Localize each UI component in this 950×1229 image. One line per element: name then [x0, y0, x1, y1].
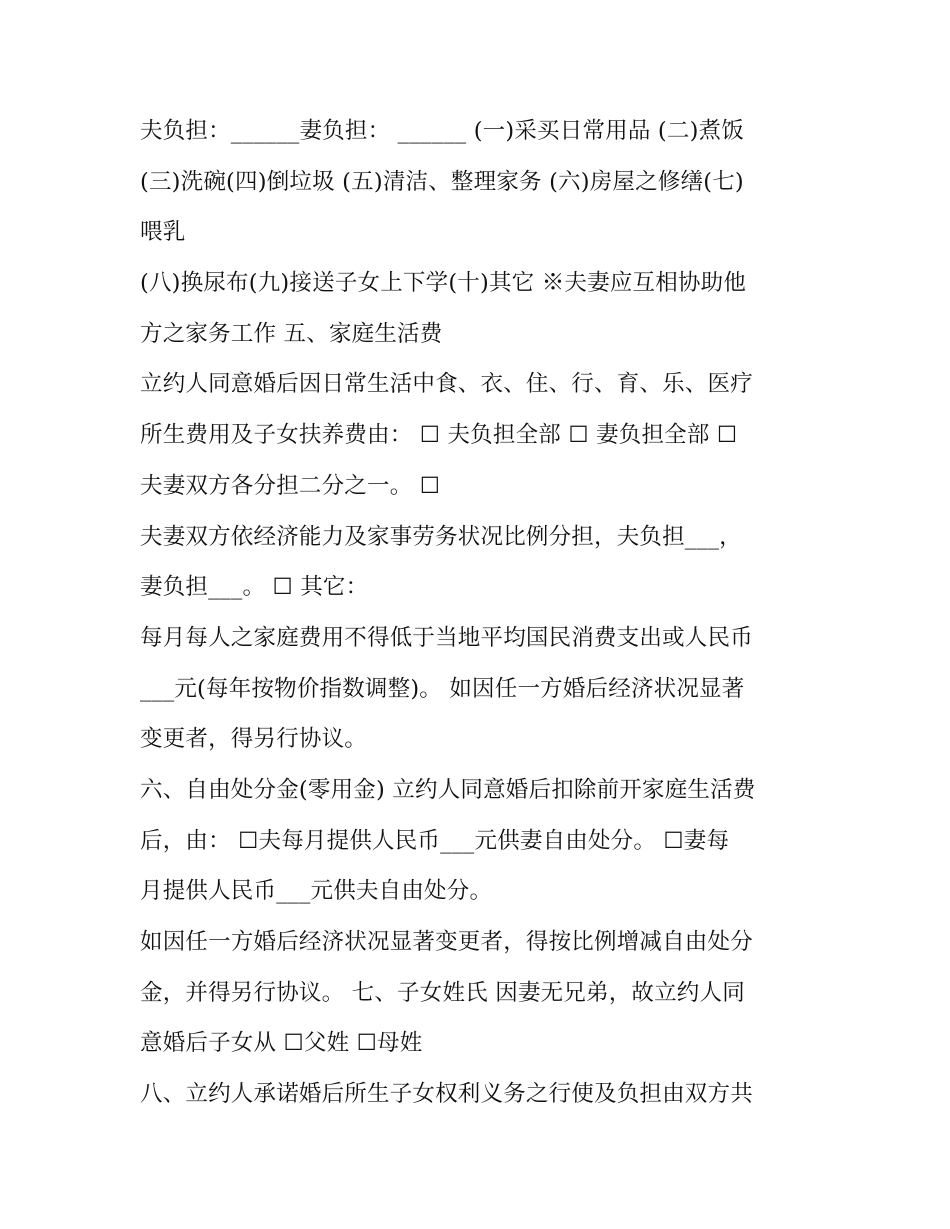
text-line: 金，并得另行协议。 七、子女姓氏 因妻无兄弟，故立约人同 — [140, 979, 745, 1006]
text-line: ___元(每年按物价指数调整)。 如因任一方婚后经济状况显著 — [140, 675, 745, 702]
text-line: 夫负担：______妻负担： ______ (一)采买日常用品 (二)煮饭 — [140, 118, 744, 144]
text-line: 变更者，得另行协议。 — [140, 726, 368, 753]
text-line: 夫妻双方各分担二分之一。 ☐ — [140, 472, 441, 499]
text-line: 方之家务工作 五、家庭生活费 — [140, 320, 443, 347]
text-line: 妻负担___。 ☐ 其它： — [140, 574, 369, 601]
text-line: 月提供人民币___元供夫自由处分。 — [140, 878, 493, 905]
text-line: 所生费用及子女扶养费由： ☐ 夫负担全部 ☐ 妻负担全部 ☐ — [140, 422, 738, 449]
text-line: 喂乳 — [140, 219, 186, 246]
text-line: (三)洗碗(四)倒垃圾 (五)清洁、整理家务 (六)房屋之修缮(七) — [140, 168, 744, 195]
text-line: 六、自由处分金(零用金) 立约人同意婚后扣除前开家庭生活费 — [140, 776, 756, 803]
text-line: 八、立约人承诺婚后所生子女权利义务之行使及负担由双方共 — [140, 1081, 753, 1108]
text-line: 如因任一方婚后经济状况显著变更者，得按比例增减自由处分 — [140, 929, 753, 955]
text-line: 立约人同意婚后因日常生活中食、衣、住、行、育、乐、医疗 — [140, 371, 753, 398]
text-line: 每月每人之家庭费用不得低于当地平均国民消费支出或人民币 — [140, 624, 753, 651]
text-line: 后，由： ☐夫每月提供人民币___元供妻自由处分。 ☐妻每 — [140, 827, 730, 854]
text-line: (八)换尿布(九)接送子女上下学(十)其它 ※夫妻应互相协助他 — [140, 270, 747, 297]
text-line: 意婚后子女从 ☐父姓 ☐母姓 — [140, 1030, 423, 1057]
document-body — [140, 106, 820, 1120]
text-line: 夫妻双方依经济能力及家事劳务状况比例分担，夫负担___， — [140, 523, 742, 550]
